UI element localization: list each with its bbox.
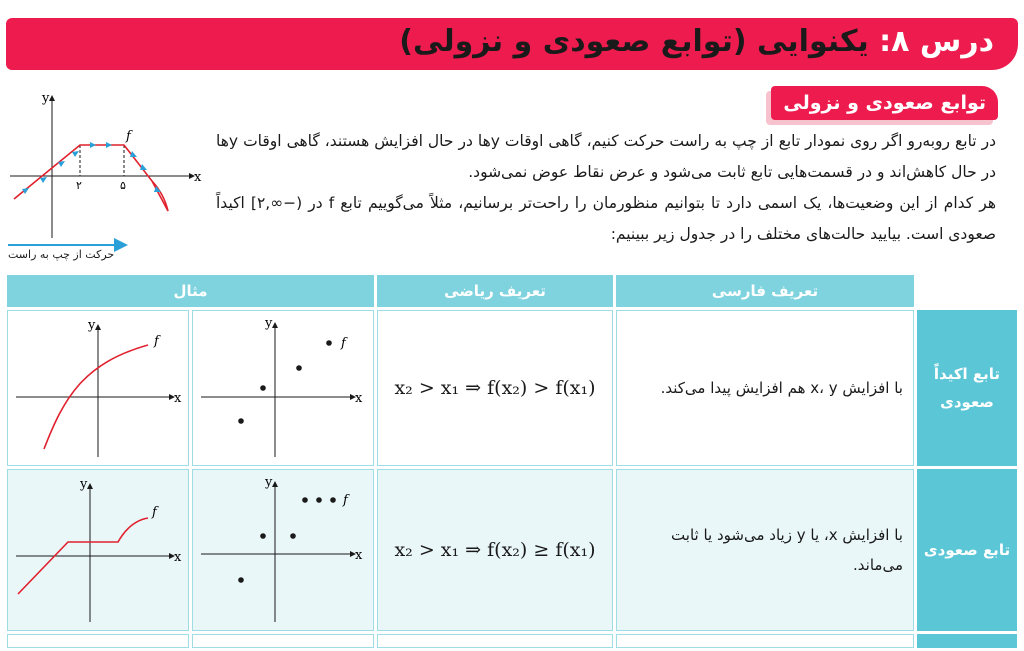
intro-tick-5: ۵ [120,179,126,192]
intro-text [216,126,996,250]
cell-empty [7,634,189,648]
intro-graph [6,88,206,266]
increasing-points-graph [193,470,373,626]
intro-paragraph-1: در تابع روبه‌رو اگر روی نمودار تابع از چپ به راست حرکت کنیم، گاهی اوقات yها در حال افزایش هستند، گاهی اوقات yها در حال کاهش‌اند و در قسمت‌هایی تابع ثابت می‌شود و عرض نقاط عوض نمی‌شود. [216,132,996,181]
axis-y-label: y [265,316,273,331]
axis-y-label: y [88,318,96,333]
table-row-partial [7,634,1017,648]
lesson-banner [6,18,1018,70]
increasing-curve-graph [8,470,188,626]
intro-curve [14,145,168,211]
header-empty [917,275,1017,307]
cell-empty [192,634,374,648]
math-def-strict: x₂ > x₁ ⇒ f(x₂) > f(x₁) [377,310,613,466]
axis-y-label: y [265,475,273,490]
point [238,577,244,583]
table-row [7,469,1017,631]
points-f-label: f [343,493,348,508]
example-curve-1 [7,310,189,466]
lesson-prefix: درس ۸: [879,24,994,59]
example-curve-2 [7,469,189,631]
cell-empty [377,634,613,648]
cell-empty [917,634,1017,648]
section-title: توابع صعودی و نزولی [783,92,986,114]
table-header-row [7,275,1017,307]
lesson-title-text: یکنوایی (توابع صعودی و نزولی) [399,24,869,59]
curve-f-label: f [152,505,157,520]
row-title-increasing: تابع صعودی [917,469,1017,631]
example-points-1 [192,310,374,466]
point [326,340,332,346]
point [238,418,244,424]
point [330,497,336,503]
header-persian: تعریف فارسی [616,275,914,307]
intro-y-label: y [42,91,50,106]
intro-direction-arrows [22,142,161,194]
point [290,533,296,539]
cell-empty [616,634,914,648]
axis-x-label: x [174,391,182,406]
persian-def-increasing: با افزایش x، یا y زیاد می‌شود یا ثابت می‌ماند. [616,469,914,631]
point [260,385,266,391]
example-points-2 [192,469,374,631]
section-tag [771,86,998,120]
header-math: تعریف ریاضی [377,275,613,307]
persian-def-strict: با افزایش x، y هم افزایش پیدا می‌کند. [616,310,914,466]
intro-tick-2: ۲ [76,179,82,192]
strict-curve-graph [8,311,188,461]
math-def-increasing: x₂ > x₁ ⇒ f(x₂) ≥ f(x₁) [377,469,613,631]
lesson-title [399,24,994,59]
points-f-label: f [341,336,346,351]
intro-x-label: x [194,170,202,185]
axis-y-label: y [80,477,88,492]
row-title-strict: تابع اکیداً صعودی [917,310,1017,466]
point [302,497,308,503]
intro-paragraph-2: هر کدام از این وضعیت‌ها، یک اسمی دارد تا بتوانیم منظورمان را راحت‌تر برسانیم، مثلاً می‌گوییم تابع f در (−∞,۲] اکیداً صعودی است. بیایید حالت‌های مختلف را در جدول زیر ببینیم: [216,194,996,243]
axis-x-label: x [355,548,363,563]
axis-x-label: x [355,391,363,406]
axis-x-label: x [174,550,182,565]
strict-points-graph [193,311,373,461]
point [260,533,266,539]
intro-graph-caption: حرکت از چپ به راست [8,248,115,261]
definitions-table [4,272,1020,651]
table-row [7,310,1017,466]
point [296,365,302,371]
curve-f-label: f [154,334,159,349]
intro-f-label: f [126,129,131,144]
point [316,497,322,503]
header-example: مثال [7,275,374,307]
